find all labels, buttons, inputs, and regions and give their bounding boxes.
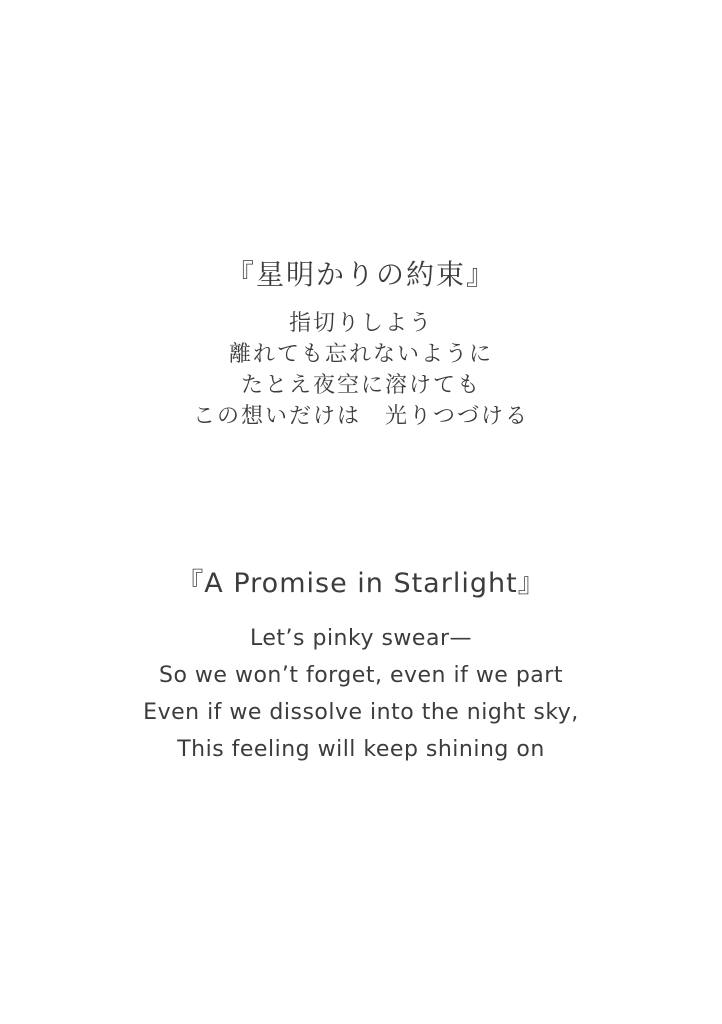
english-poem-title: 『A Promise in Starlight』 (176, 568, 546, 599)
japanese-poem-title: 『星明かりの約束』 (225, 258, 496, 291)
english-poem-section (0, 566, 722, 768)
english-poem-line-1: Let’s pinky swear— (250, 626, 472, 651)
japanese-poem-line-3: たとえ夜空に溶けても (240, 373, 481, 398)
japanese-poem-section (0, 256, 722, 432)
english-poem-line-4: This feeling will keep shining on (177, 737, 545, 762)
japanese-poem-line-4: この想いだけは 光りつづける (192, 404, 529, 429)
english-poem-line-2: So we won’t forget, even if we part (159, 663, 563, 688)
japanese-poem-line-1: 指切りしよう (288, 311, 433, 336)
english-poem-line-3: Even if we dissolve into the night sky, (143, 700, 579, 725)
japanese-poem-line-2: 離れても忘れないように (228, 342, 493, 367)
